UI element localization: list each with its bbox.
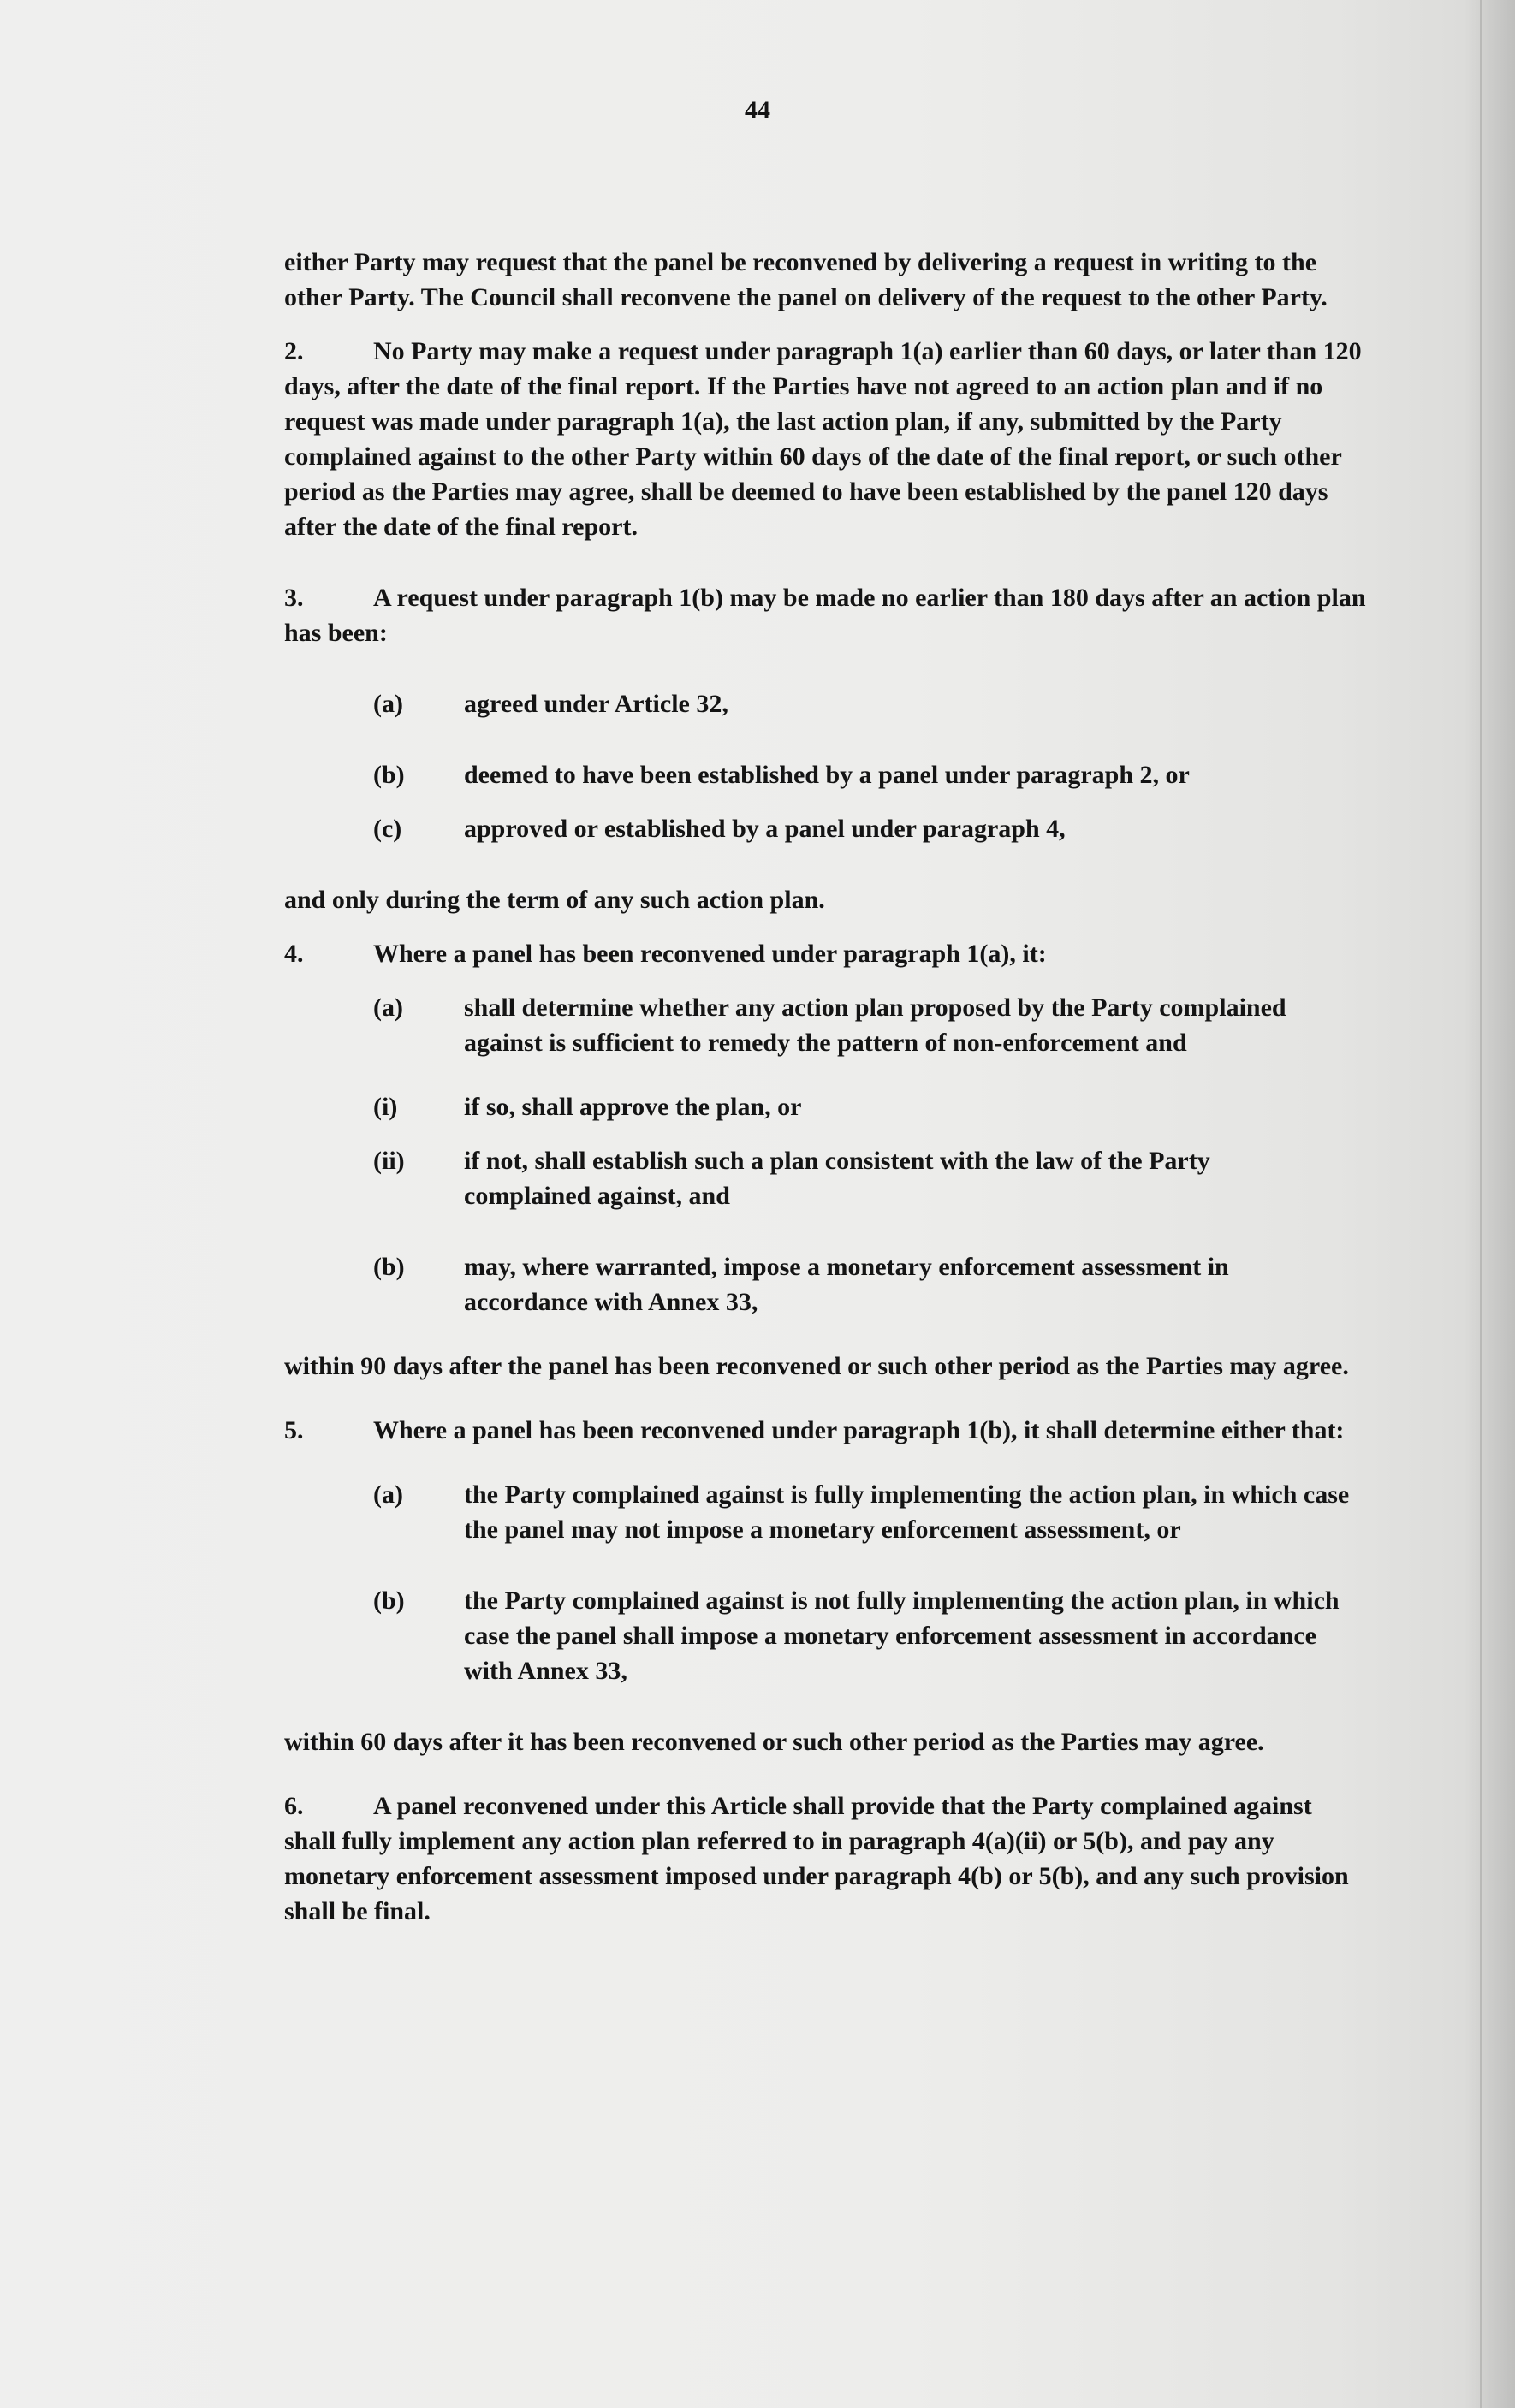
item-label: (a) (373, 690, 403, 718)
paragraph-number: 4. (284, 940, 304, 968)
paragraph-2 (284, 334, 1369, 544)
item-label: (b) (373, 1587, 405, 1615)
paragraph-text: A panel reconvened under this Article shall provide that the Party complained against shall fully implement any action plan referred to in paragraph 4(a)(ii) or 5(b), and pay any monetary enforcement assessment imposed under paragraph 4(b) or 5(b), and any such provision shall be final. (284, 1792, 1349, 1925)
item-text: approved or established by a panel under paragraph 4, (464, 815, 1066, 843)
paragraph-3 (284, 580, 1369, 650)
paragraph-text: Where a panel has been reconvened under paragraph 1(a), it: (373, 940, 1047, 968)
list-subitem (284, 1143, 1369, 1213)
list-item (284, 1249, 1369, 1320)
document-body (284, 245, 1369, 1929)
list-item (284, 990, 1369, 1060)
paragraph-6 (284, 1788, 1369, 1929)
page-edge-shadow (1464, 0, 1515, 2408)
continuation-paragraph: either Party may request that the panel be reconvened by delivering a request in writing to the other Party. The Council shall reconvene the panel on delivery of the request to the other Party. (284, 248, 1328, 311)
list-item (284, 811, 1369, 846)
paragraph-text: No Party may make a request under paragraph 1(a) earlier than 60 days, or later than 120 days, after the date of the final report. If the Parties have not agreed to an action plan and if no request was made under paragraph 1(a), the last action plan, if any, submitted by the Party complained against to the other Party within 60 days of the date of the final report, or such other period as the Parties may agree, shall be deemed to have been established by the panel 120 days after the date of the final report. (284, 337, 1362, 541)
paragraph-number: 6. (284, 1792, 304, 1820)
item-text: shall determine whether any action plan proposed by the Party complained against is sufficient to remedy the pattern of non-enforcement and (464, 993, 1286, 1057)
paragraph-3-closing: and only during the term of any such action plan. (284, 886, 825, 914)
item-label: (b) (373, 1253, 405, 1281)
list-item (284, 1583, 1369, 1688)
list-item (284, 757, 1369, 792)
item-text: the Party complained against is fully implementing the action plan, in which case the panel may not impose a monetary enforcement assessment, or (464, 1480, 1350, 1544)
paragraph-4-closing: within 90 days after the panel has been reconvened or such other period as the Parties may agree. (284, 1352, 1349, 1380)
list-item (284, 686, 1369, 721)
item-label: (b) (373, 761, 405, 789)
page-edge-line (1480, 0, 1482, 2408)
item-text: the Party complained against is not fully implementing the action plan, in which case the panel shall impose a monetary enforcement assessment in accordance with Annex 33, (464, 1587, 1340, 1685)
item-text: if not, shall establish such a plan consistent with the law of the Party complained against, and (464, 1147, 1210, 1210)
item-label: (ii) (373, 1147, 405, 1175)
item-label: (a) (373, 1480, 403, 1509)
paragraph-4 (284, 936, 1369, 971)
list-item (284, 1477, 1369, 1547)
item-label: (c) (373, 815, 402, 843)
paragraph-5 (284, 1413, 1369, 1448)
paragraph-text: Where a panel has been reconvened under paragraph 1(b), it shall determine either that: (373, 1416, 1345, 1444)
paragraph-number: 3. (284, 584, 304, 612)
page-number: 44 (745, 96, 770, 124)
item-label: (a) (373, 993, 403, 1022)
item-text: may, where warranted, impose a monetary enforcement assessment in accordance with Annex 33, (464, 1253, 1229, 1316)
item-label: (i) (373, 1093, 398, 1121)
item-text: deemed to have been established by a panel under paragraph 2, or (464, 761, 1190, 789)
paragraph-5-closing: within 60 days after it has been reconvened or such other period as the Parties may agree. (284, 1728, 1264, 1756)
paragraph-number: 2. (284, 337, 304, 365)
paragraph-number: 5. (284, 1416, 304, 1444)
paragraph-text: A request under paragraph 1(b) may be made no earlier than 180 days after an action plan has been: (284, 584, 1366, 647)
list-subitem (284, 1089, 1369, 1124)
item-text: if so, shall approve the plan, or (464, 1093, 802, 1121)
item-text: agreed under Article 32, (464, 690, 728, 718)
